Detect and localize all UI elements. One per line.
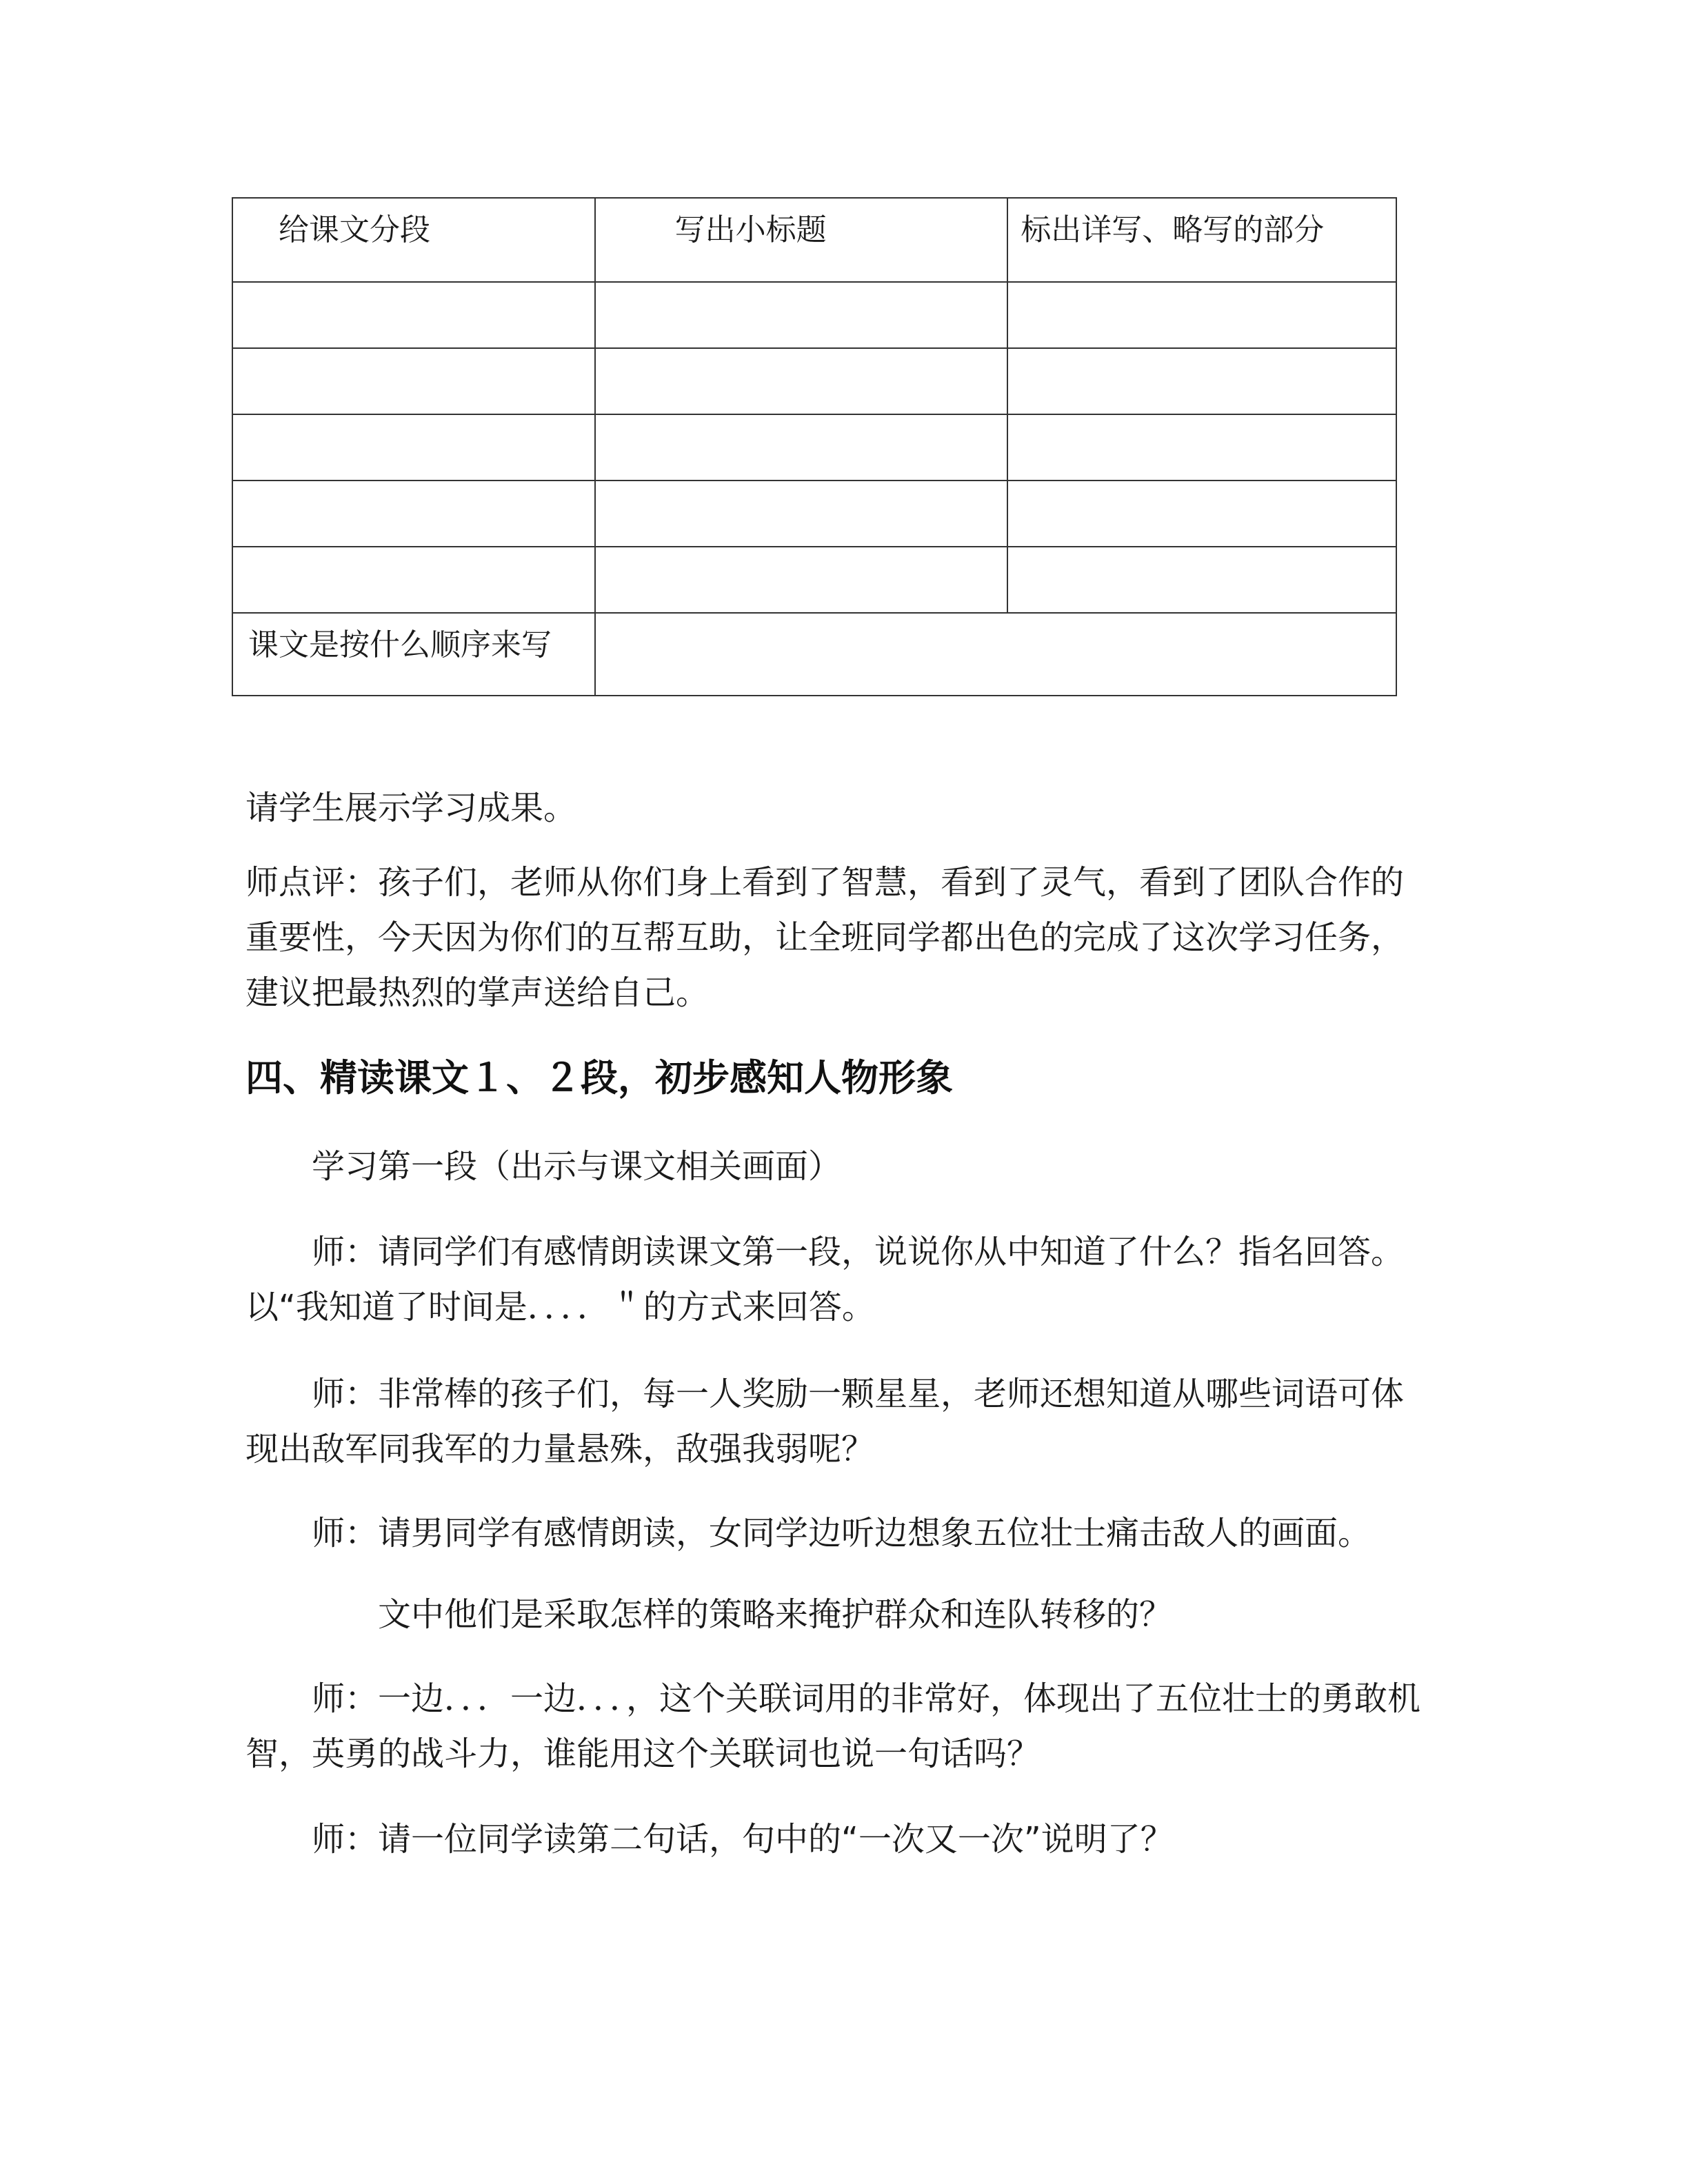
header-cell (232, 198, 595, 282)
table-cell[interactable] (595, 414, 1008, 481)
header-segment: 给课文分段 (279, 212, 430, 247)
paragraph-praise: 师：非常棒的孩子们，每一人奖励一颗星星，老师还想知道从哪些词语可体现出敌军同我军的力量悬殊，敌强我弱呢？ (245, 1375, 1405, 1468)
table-cell[interactable] (595, 547, 1008, 613)
paragraph-read-first-section: 师：请同学们有感情朗读课文第一段，说说你从中知道了什么？指名回答。以“我知道了时间是．．．．＂的方式来回答。 (245, 1233, 1405, 1326)
table-row (232, 481, 1396, 547)
footer-label-cell (232, 613, 595, 696)
table-cell[interactable] (1007, 282, 1396, 348)
table-cell[interactable] (232, 282, 595, 348)
header-subtitle: 写出小标题 (674, 212, 827, 247)
table-row (232, 348, 1396, 414)
table-cell[interactable] (232, 547, 595, 613)
paragraph-boys-read: 师：请男同学有感情朗读，女同学边听边想象五位壮士痛击敌人的画面。 (312, 1514, 1372, 1553)
table-row (232, 282, 1396, 348)
table-cell[interactable] (1007, 481, 1396, 547)
table-cell[interactable] (1007, 547, 1396, 613)
table-cell[interactable] (595, 282, 1008, 348)
table-header-row (232, 198, 1396, 282)
footer-label: 课文是按什么顺序来写 (248, 627, 552, 663)
lesson-table (232, 197, 1397, 696)
table-cell[interactable] (232, 414, 595, 481)
header-cell (1007, 198, 1396, 282)
paragraph-teacher-comment: 师点评：孩子们，老师从你们身上看到了智慧，看到了灵气，看到了团队合作的重要性，今天因为你们的互帮互助，让全班同学都出色的完成了这次学习任务，建议把最热烈的掌声送给自己。 (245, 863, 1405, 1012)
table-cell[interactable] (1007, 348, 1396, 414)
section-heading: 四、精读课文１、２段，初步感知人物形象 (245, 1056, 953, 1100)
header-detail: 标出详写、略写的部分 (1021, 212, 1325, 247)
table-cell[interactable] (595, 348, 1008, 414)
table-footer-row (232, 613, 1396, 696)
table-cell[interactable] (595, 481, 1008, 547)
table-cell[interactable] (232, 481, 595, 547)
paragraph-conjunction: 师：一边．．．一边．．．，这个关联词用的非常好，体现出了五位壮士的勇敢机智，英勇的战斗力，谁能用这个关联词也说一句话吗？ (245, 1679, 1421, 1773)
table-row (232, 547, 1396, 613)
paragraph-study-first-section: 学习第一段（出示与课文相关画面） (312, 1147, 842, 1186)
header-cell (595, 198, 1008, 282)
table-row (232, 414, 1396, 481)
footer-value-cell[interactable] (595, 613, 1396, 696)
table-cell[interactable] (232, 348, 595, 414)
paragraph-second-sentence: 师：请一位同学读第二句话，句中的“一次又一次”说明了？ (312, 1820, 1174, 1859)
table-cell[interactable] (1007, 414, 1396, 481)
paragraph-show-results: 请学生展示学习成果。 (245, 789, 577, 827)
paragraph-strategy-question: 文中他们是采取怎样的策略来掩护群众和连队转移的？ (378, 1595, 1173, 1634)
